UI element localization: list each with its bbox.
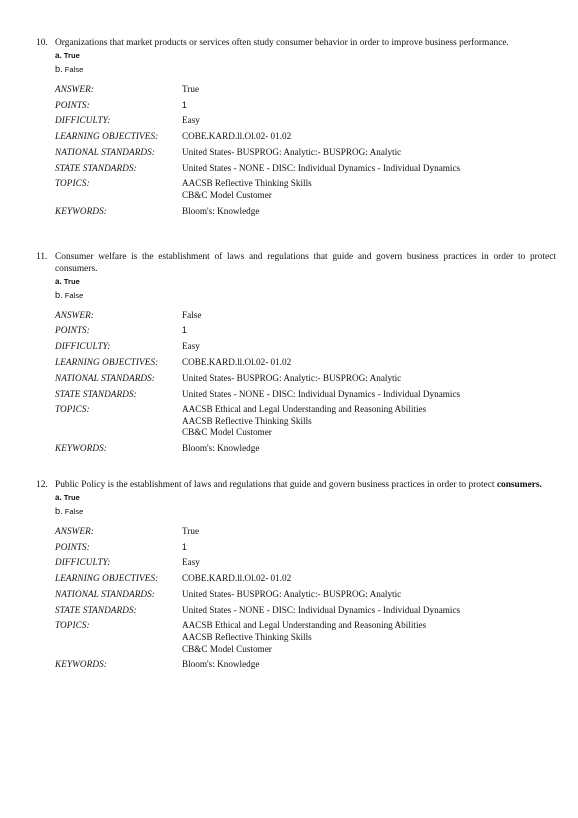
learning-objectives-label: LEARNING OBJECTIVES:: [55, 356, 159, 367]
option-letter: b.: [55, 63, 63, 74]
question-text: [55, 38, 556, 50]
question-text-body: Organizations that market products or services often study consumer behavior in order to improve business performance.: [55, 38, 509, 48]
question-12: [36, 480, 556, 675]
state-standards-value: United States - NONE - DISC: Individual Dynamics - Individual Dynamics: [182, 604, 461, 615]
state-standards-label: STATE STANDARDS:: [55, 604, 137, 615]
difficulty-value: Easy: [182, 341, 200, 352]
points-label: POINTS:: [55, 325, 90, 336]
difficulty-row: [55, 115, 556, 127]
answer-options: [55, 492, 556, 518]
question-number: 10.: [36, 38, 48, 48]
topic-item: CB&C Model Customer: [182, 190, 272, 201]
option-letter: b.: [55, 289, 63, 300]
state-standards-value: United States - NONE - DISC: Individual Dynamics - Individual Dynamics: [182, 162, 461, 173]
keywords-row: [55, 443, 556, 455]
question-text-bold: consumers.: [496, 480, 542, 490]
points-value: 1: [182, 99, 187, 110]
topic-item: AACSB Reflective Thinking Skills: [182, 415, 312, 426]
points-label: POINTS:: [55, 541, 90, 552]
answer-value: True: [182, 525, 200, 536]
question-stem: [36, 480, 556, 492]
option-a[interactable]: [55, 276, 556, 289]
question-text: [55, 252, 556, 276]
keywords-row: [55, 659, 556, 671]
national-standards-label: NATIONAL STANDARDS:: [55, 146, 155, 157]
option-text: False: [64, 64, 84, 74]
topic-item: CB&C Model Customer: [182, 427, 272, 438]
state-standards-value: United States - NONE - DISC: Individual Dynamics - Individual Dynamics: [182, 388, 461, 399]
question-number: 11.: [36, 252, 48, 262]
learning-objectives-value: COBE.KARD.ll.Ol.02- 01.02: [182, 356, 292, 367]
points-label: POINTS:: [55, 99, 90, 110]
option-text: True: [63, 50, 80, 60]
topics-label: TOPICS:: [55, 404, 90, 415]
topic-item: AACSB Ethical and Legal Understanding and Reasoning Abilities: [182, 620, 427, 631]
learning-objectives-label: LEARNING OBJECTIVES:: [55, 131, 159, 142]
keywords-label: KEYWORDS:: [55, 443, 107, 454]
option-letter: a.: [55, 50, 62, 60]
state-standards-row: [55, 605, 556, 617]
topics-row: [55, 404, 556, 439]
option-letter: b.: [55, 505, 63, 516]
question-number: 12.: [36, 480, 48, 490]
answer-label: ANSWER:: [55, 309, 94, 320]
question-10: [36, 38, 556, 222]
topics-value: [182, 620, 556, 655]
question-stem: [36, 38, 556, 50]
state-standards-label: STATE STANDARDS:: [55, 162, 137, 173]
national-standards-value: United States- BUSPROG: Analytic:- BUSPROG: Analytic: [182, 146, 402, 157]
answer-label: ANSWER:: [55, 525, 94, 536]
option-text: True: [63, 276, 80, 286]
topics-label: TOPICS:: [55, 178, 90, 189]
national-standards-label: NATIONAL STANDARDS:: [55, 588, 155, 599]
learning-objectives-value: COBE.KARD.ll.Ol.02- 01.02: [182, 573, 292, 584]
learning-objectives-value: COBE.KARD.ll.Ol.02- 01.02: [182, 131, 292, 142]
difficulty-row: [55, 341, 556, 353]
topics-row: [55, 620, 556, 655]
topic-item: AACSB Reflective Thinking Skills: [182, 178, 312, 189]
answer-row: [55, 310, 556, 322]
difficulty-label: DIFFICULTY:: [55, 341, 111, 352]
topics-value: [182, 404, 556, 439]
option-text: False: [64, 290, 84, 300]
keywords-row: [55, 206, 556, 218]
national-standards-row: [55, 589, 556, 601]
national-standards-label: NATIONAL STANDARDS:: [55, 372, 155, 383]
keywords-label: KEYWORDS:: [55, 205, 107, 216]
option-text: True: [63, 492, 80, 502]
option-b[interactable]: [55, 63, 556, 76]
option-a[interactable]: [55, 50, 556, 63]
question-metadata: [55, 310, 556, 455]
points-row: [55, 100, 556, 112]
points-value: 1: [182, 541, 187, 552]
learning-objectives-row: [55, 131, 556, 143]
answer-row: [55, 526, 556, 538]
state-standards-row: [55, 163, 556, 175]
topic-item: AACSB Ethical and Legal Understanding and Reasoning Abilities: [182, 404, 427, 415]
question-metadata: [55, 84, 556, 218]
answer-row: [55, 84, 556, 96]
learning-objectives-row: [55, 357, 556, 369]
keywords-label: KEYWORDS:: [55, 659, 107, 670]
learning-objectives-label: LEARNING OBJECTIVES:: [55, 573, 159, 584]
difficulty-label: DIFFICULTY:: [55, 115, 111, 126]
option-text: False: [64, 506, 84, 516]
question-text: [55, 480, 556, 492]
difficulty-value: Easy: [182, 557, 200, 568]
question-stem: [36, 252, 556, 276]
national-standards-value: United States- BUSPROG: Analytic:- BUSPROG: Analytic: [182, 372, 402, 383]
question-text-body: Consumer welfare is the establishment of laws and regulations that guide and govern business practices in order to protect consumers.: [55, 252, 556, 274]
national-standards-row: [55, 147, 556, 159]
answer-options: [55, 50, 556, 76]
topics-value: [182, 178, 556, 201]
answer-value: False: [182, 309, 202, 320]
state-standards-row: [55, 389, 556, 401]
national-standards-value: United States- BUSPROG: Analytic:- BUSPROG: Analytic: [182, 588, 402, 599]
option-a[interactable]: [55, 492, 556, 505]
question-metadata: [55, 526, 556, 671]
option-letter: a.: [55, 492, 62, 502]
topic-item: CB&C Model Customer: [182, 643, 272, 654]
topics-row: [55, 178, 556, 201]
option-b[interactable]: [55, 289, 556, 302]
question-text-body: Public Policy is the establishment of laws and regulations that guide and govern business practices in order to protect: [55, 480, 495, 490]
question-11: [36, 252, 556, 459]
points-row: [55, 542, 556, 554]
keywords-value: Bloom's: Knowledge: [182, 205, 260, 216]
difficulty-value: Easy: [182, 115, 200, 126]
answer-options: [55, 276, 556, 302]
option-letter: a.: [55, 276, 62, 286]
answer-label: ANSWER:: [55, 83, 94, 94]
keywords-value: Bloom's: Knowledge: [182, 659, 260, 670]
national-standards-row: [55, 373, 556, 385]
state-standards-label: STATE STANDARDS:: [55, 388, 137, 399]
keywords-value: Bloom's: Knowledge: [182, 443, 260, 454]
topics-label: TOPICS:: [55, 620, 90, 631]
topic-item: AACSB Reflective Thinking Skills: [182, 632, 312, 643]
difficulty-label: DIFFICULTY:: [55, 557, 111, 568]
points-row: [55, 325, 556, 337]
learning-objectives-row: [55, 573, 556, 585]
points-value: 1: [182, 325, 187, 336]
option-b[interactable]: [55, 505, 556, 518]
difficulty-row: [55, 557, 556, 569]
answer-value: True: [182, 83, 200, 94]
